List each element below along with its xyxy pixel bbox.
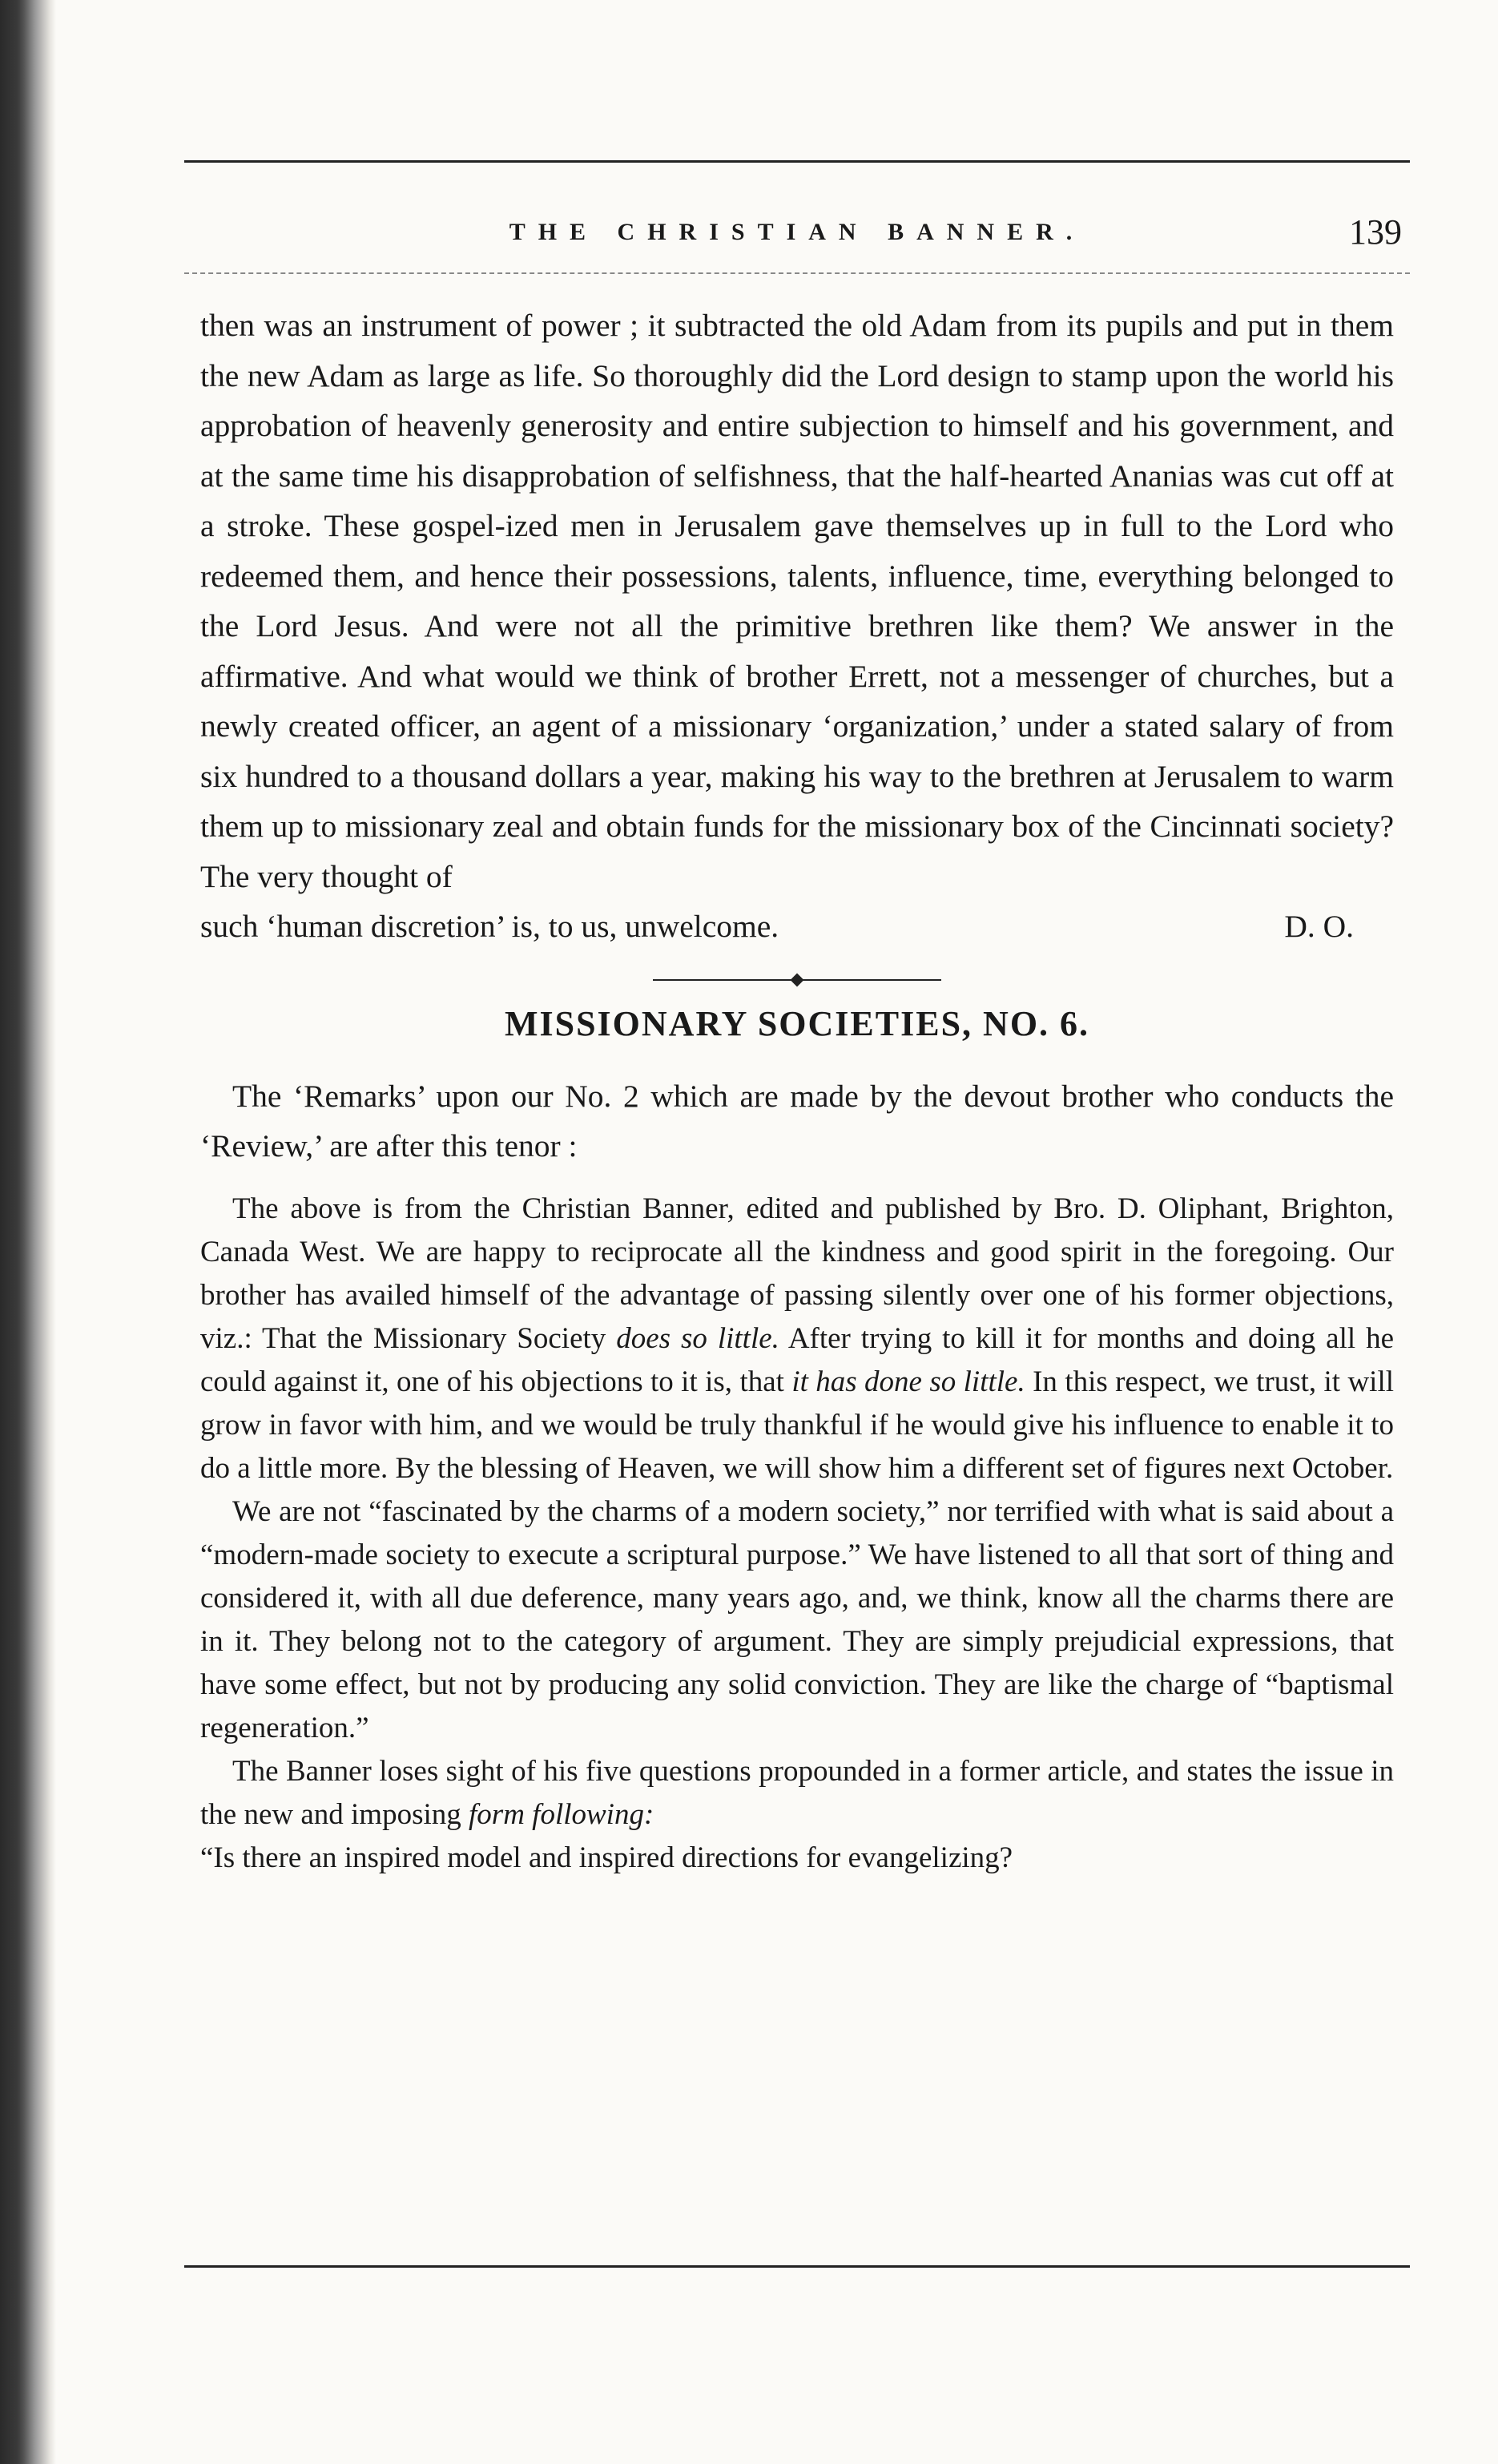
- quote-1-text-b: After trying to kill it for months and doing all he could against it, one of his objections to it is, that: [200, 1321, 1394, 1398]
- section-divider: [653, 979, 941, 981]
- continued-paragraph: [200, 300, 1394, 901]
- quote-1-emphasis-1: does so little.: [616, 1321, 779, 1355]
- section-title: MISSIONARY SOCIETIES, NO. 6.: [504, 1003, 1090, 1043]
- header-rule: [184, 272, 1410, 274]
- running-title: THE CHRISTIAN BANNER.: [509, 219, 1085, 245]
- quote-3-text-a: The Banner loses sight of his five questions propounded in a former article, and states the issue in the new and imposing: [200, 1754, 1394, 1831]
- quote-1-text-a: The above is from the Christian Banner, edited and published by Bro. D. Oliphant, Brighton, Canada West. We are happy to reciprocate all the kindness and good spirit in the foregoing. Our brother has availed himself of the advantage of passing silently over one of his former objections, viz.: That the Missionary Society: [200, 1192, 1394, 1355]
- quoted-paragraph-3: [200, 1750, 1394, 1880]
- intro-paragraph: The ‘Remarks’ upon our No. 2 which are made by the devout brother who conducts the ‘Review,’ are after this tenor :: [200, 1078, 1394, 1163]
- quoted-paragraph-1: [200, 1188, 1394, 1490]
- book-page: [184, 160, 1410, 2268]
- binding-edge: [0, 0, 56, 2464]
- paragraph-text: then was an instrument of power ; it subtracted the old Adam from its pupils and put in them the new Adam as large as life. So thoroughly did the Lord design to stamp upon the world his approbation of heavenly generosity and entire subjection to himself and his government, and at the same time his disapprobation of selfishness, that the half-hearted Ananias was cut off at a stroke. These gospel-ized men in Jerusalem gave themselves up in full to the Lord who redeemed them, and hence their possessions, talents, influence, time, everything belonged to the Lord Jesus. And were not all the primitive brethren like them? We answer in the affirmative. And what would we think of brother Errett, not a messenger of churches, but a newly created officer, an agent of a missionary ‘organization,’ under a stated salary of from six hundred to a thousand dollars a year, making his way to the brethren at Jerusalem to warm them up to missionary zeal and obtain funds for the missionary box of the Cincinnati society? The very thought of: [200, 308, 1394, 894]
- page-number: 139: [1349, 212, 1402, 252]
- quote-3-emphasis: form following:: [469, 1797, 654, 1831]
- top-border-rule: [184, 160, 1410, 163]
- page-header: [184, 208, 1410, 256]
- quote-1-emphasis-2: it has done so little.: [791, 1365, 1025, 1398]
- closing-sentence: such ‘human discretion’ is, to us, unwelcome.: [200, 909, 779, 944]
- page-body: [200, 300, 1394, 1880]
- author-signature: D. O.: [1284, 909, 1354, 944]
- bottom-border-rule: [184, 2265, 1410, 2268]
- signature-line: [200, 901, 1394, 952]
- quote-1-text-c: In this respect, we trust, it will grow in favor with him, and we would be truly thankful if he would give his influence to enable it to do a little more. By the blessing of Heaven, we will show him a different set of figures next October.: [200, 1365, 1395, 1485]
- quote-3-text-b: “Is there an inspired model and inspired directions for evangelizing?: [200, 1841, 1013, 1874]
- quoted-paragraph-2: We are not “fascinated by the charms of a modern society,” nor terrified with what is said about a “modern-made society to execute a scriptural purpose.” We have listened to all that sort of thing and considered it, with all due deference, many years ago, and, we think, know all the charms there are in it. They belong not to the category of argument. They are simply prejudicial expressions, that have some effect, but not by producing any solid conviction. They are like the charge of “baptismal regeneration.”: [200, 1494, 1394, 1744]
